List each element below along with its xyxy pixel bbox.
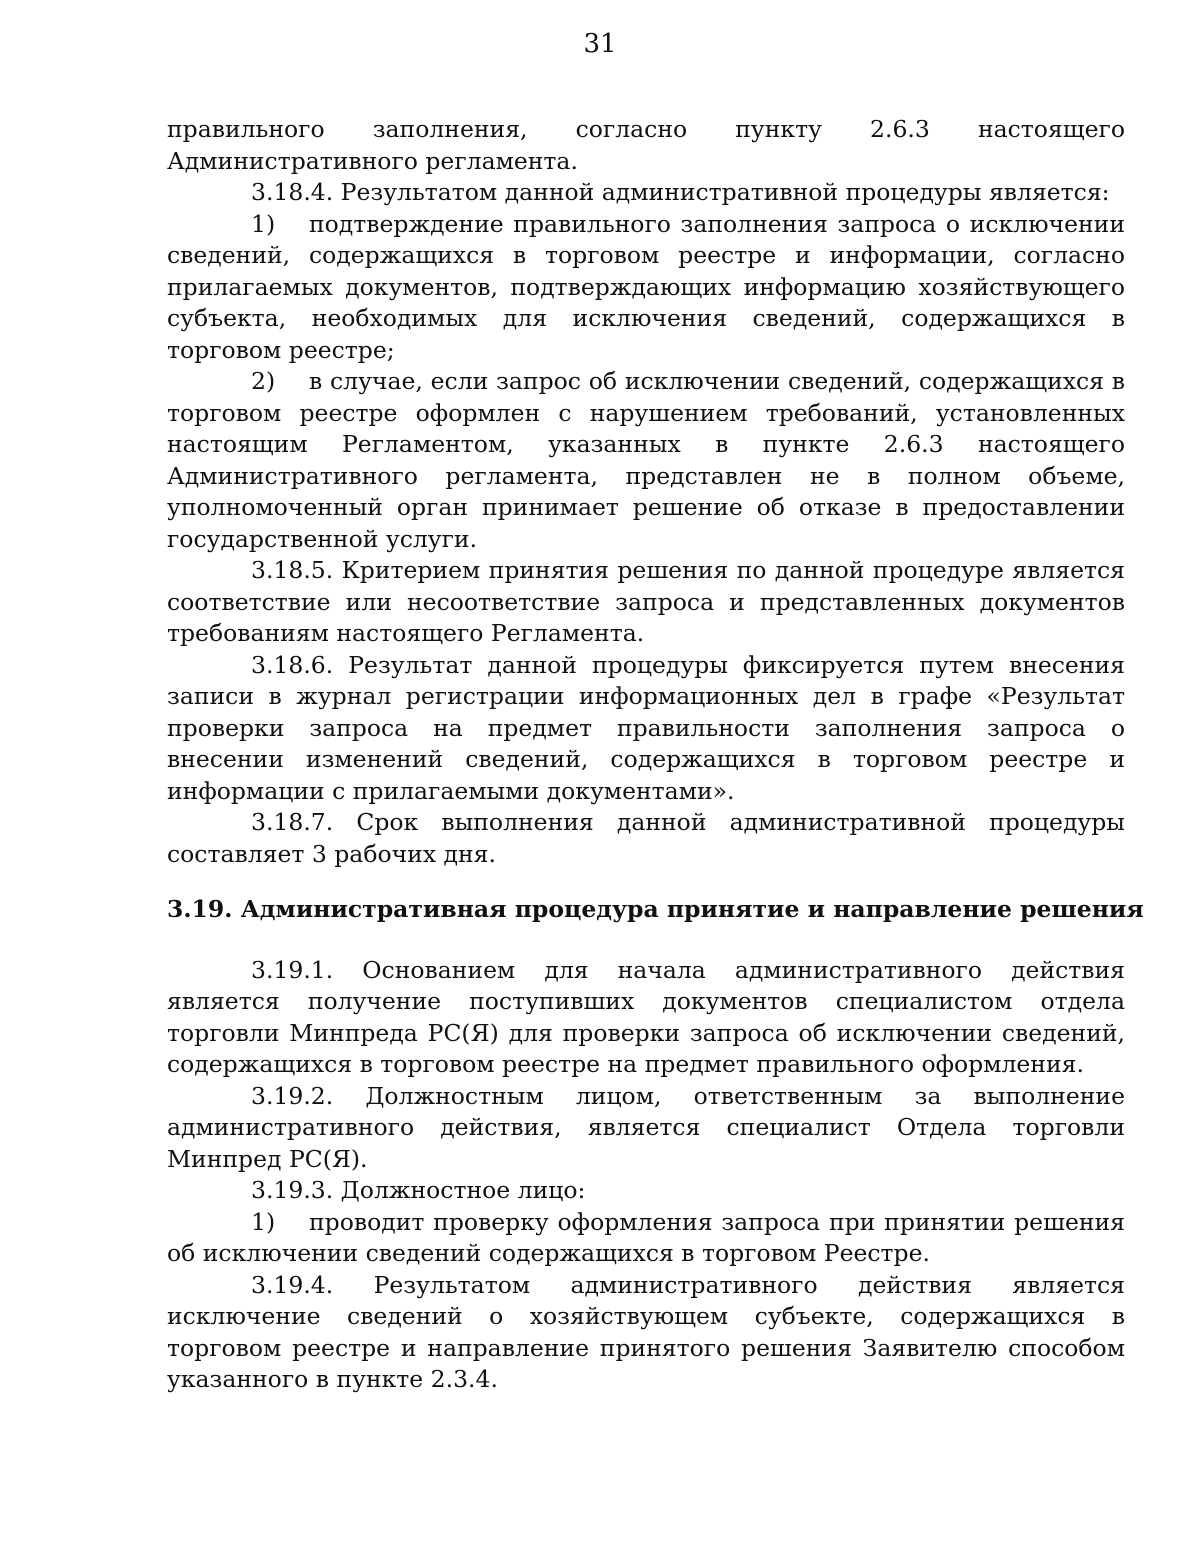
list-item-text: проводит проверку оформления запроса при принятии решения об исключении сведений содержащихся в торговом Реестре. [167, 1207, 1125, 1267]
list-item-text: в случае, если запрос об исключении сведений, содержащихся в торговом реестре оформлен с нарушением требований, установленных настоящим Регламентом, указанных в пункте 2.6.3 настоящего Административного регламента, представлен не в полном объеме, уполномоченный орган принимает решение об отказе в предоставлении государственной услуги. [167, 367, 1125, 553]
paragraph-continuation: правильного заполнения, согласно пункту 2.6.3 настоящего Административного регламента. [167, 115, 1125, 175]
paragraph-3-19-4: 3.19.4. Результатом административного действия является исключение сведений о хозяйствующем субъекте, содержащихся в торговом реестре и направление принятого решения Заявителю способом указанного в пункте 2.3.4. [167, 1270, 1125, 1393]
list-item-1 [167, 1207, 1125, 1270]
paragraph-3-18-7: 3.18.7. Срок выполнения данной административной процедуры составляет 3 рабочих дня. [167, 808, 1125, 868]
paragraph-3-19-2: 3.19.2. Должностным лицом, ответственным за выполнение административного действия, является специалист Отдела торговли Минпред РС(Я). [167, 1081, 1125, 1173]
section-heading: 3.19. Административная процедура принятие и направление решения [167, 895, 1144, 923]
document-body [167, 114, 1144, 1396]
list-marker: 2) [251, 367, 276, 395]
paragraph-3-19-3: 3.19.3. Должностное лицо: [251, 1176, 586, 1204]
paragraph-3-18-6: 3.18.6. Результат данной процедуры фиксируется путем внесения записи в журнал регистрации информационных дел в графе «Результат проверки запроса на предмет правильности заполнения запроса о внесении изменений сведений, содержащихся в торговом реестре и информации с прилагаемыми документами». [167, 650, 1125, 805]
list-item-text: подтверждение правильного заполнения запроса о исключении сведений, содержащихся в торговом реестре и информации, согласно прилагаемых документов, подтверждающих информацию хозяйствующего субъекта, необходимых для исключения сведений, содержащихся в торговом реестре; [167, 209, 1125, 364]
list-marker: 1) [251, 1207, 276, 1236]
paragraph-3-18-5: 3.18.5. Критерием принятия решения по данной процедуре является соответствие или несоответствие запроса и представленных документов требованиям настоящего Регламента. [167, 556, 1125, 647]
paragraph-3-18-4: 3.18.4. Результатом данной административной процедуры является: [251, 178, 1110, 206]
list-item-2 [167, 366, 1125, 555]
page-number: 31 [583, 29, 617, 59]
paragraph-3-19-1: 3.19.1. Основанием для начала административного действия является получение поступивших документов специалистом отдела торговли Минпреда РС(Я) для проверки запроса об исключении сведений, содержащихся в торговом реестре на предмет правильного оформления. [167, 955, 1125, 1078]
list-marker: 1) [251, 209, 276, 238]
list-item-1 [167, 209, 1125, 367]
